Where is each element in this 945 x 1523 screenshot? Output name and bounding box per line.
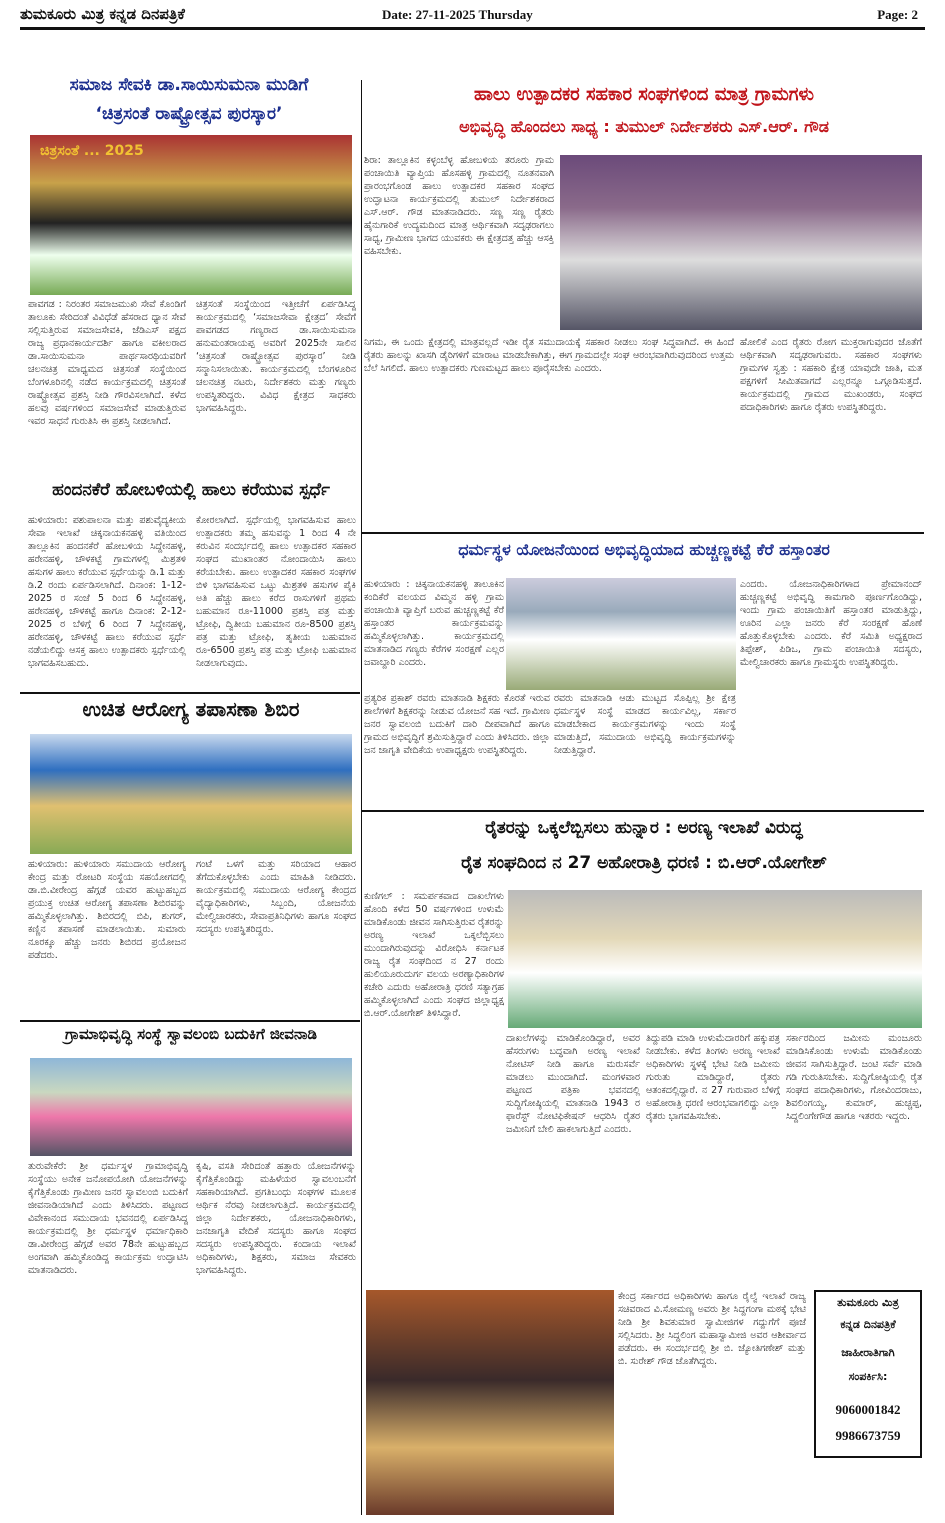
health-camp-headline: ಉಚಿತ ಆರೋಗ್ಯ ತಪಾಸಣಾ ಶಿಬಿರ [82,697,300,721]
award-body-right: ಚಿತ್ರಸಂತೆ ಸಂಸ್ಥೆಯಿಂದ ಇತ್ತೀಚೆಗೆ ಏರ್ಪಡಿಸಿದ್ದ ಕಾರ್ಯಕ್ರಮದಲ್ಲಿ ‘ಸಮಾಜಸೇವಾ ಕ್ಷೇತ್ರದ’ ಸೇವೆಗೆ ಪಾವಗಡದ ಗಣ್ಯರಾದ ಡಾ.ಸಾಯಿಸುಮನಾ ಹನುಮಂತರಾಯಪ್ಪ ಅವರಿಗೆ 2025ನೇ ಸಾಲಿನ ‘ಚಿತ್ರಸಂತೆ ರಾಷ್ಟ್ರೋತ್ಸವ ಪುರಸ್ಕಾರ’ ನೀಡಿ ಸನ್ಮಾನಿಸಲಾಯಿತು. ಕಾರ್ಯಕ್ರಮದಲ್ಲಿ ಬೆಂಗಳೂರಿನ ಚಲನಚಿತ್ರ ನಟರು, ನಿರ್ದೇಶಕರು ಮತ್ತು ಗಣ್ಯರು ಉಪಸ್ಥಿತರಿದ್ದರು. ವಿವಿಧ ಕ್ಷೇತ್ರದ ಸಾಧಕರು ಭಾಗವಹಿಸಿದ್ದರು. [196,299,356,414]
farmers-headline-1: ರೈತರನ್ನು ಒಕ್ಕಲೆಬ್ಬಿಸಲು ಹುನ್ನಾರ : ಅರಣ್ಯ ಇಲಾಖೆ ವಿರುದ್ಧ [485,818,803,838]
column-divider [361,80,362,1515]
dharmasthala-body-mid2: ರವರು ಮಾತನಾಡಿ ಆಡು ಮುಟ್ಟದ ಸೊಪ್ಪಿಲ್ಲ ಶ್ರೀ ಕ್ಷೇತ್ರ ಧರ್ಮಸ್ಥಳ ಸಂಸ್ಥೆ ಮಾಡದ ಕಾರ್ಯವಿಲ್ಲ, ಸರ್ಕಾರ ಮಾಡಬೇಕಾದ ಕಾರ್ಯಕ್ರಮಗಳನ್ನು ಇಂದು ಸಂಸ್ಥೆ ಮಾಡುತ್ತಿದೆ, ಸಮುದಾಯ ಅಭಿವೃದ್ಧಿ ಕಾರ್ಯಕ್ರಮಗಳನ್ನು ನೀಡುತ್ತಿದ್ದಾರೆ. [554,693,736,756]
rural-dev-photo [30,1058,352,1156]
section-rule [20,692,360,694]
section-rule [362,532,924,534]
rural-dev-body-right: ಕೃಷಿ, ವಸತಿ ಸೇರಿದಂತೆ ಹತ್ತಾರು ಯೋಜನೆಗಳನ್ನು ಕೈಗೆತ್ತಿಕೊಂಡಿದ್ದು ಮಹಿಳೆಯರ ಸ್ವಾವಲಂಬನೆಗೆ ಸಹಕಾರಿಯಾಗಿದೆ. ಪ್ರಗತಿಬಂಧು ಸಂಘಗಳ ಮೂಲಕ ಆರ್ಥಿಕ ನೆರವು ನೀಡಲಾಗುತ್ತಿದೆ. ಕಾರ್ಯಕ್ರಮದಲ್ಲಿ ಜಿಲ್ಲಾ ನಿರ್ದೇಶಕರು, ಯೋಜನಾಧಿಕಾರಿಗಳು, ಜನಜಾಗೃತಿ ವೇದಿಕೆ ಸದಸ್ಯರು ಹಾಗೂ ಸಂಘದ ಸದಸ್ಯರು ಉಪಸ್ಥಿತರಿದ್ದರು. ಕಂದಾಯ ಇಲಾಖೆ ಅಧಿಕಾರಿಗಳು, ಶಿಕ್ಷಕರು, ಸಮಾಜ ಸೇವಕರು ಭಾಗವಹಿಸಿದ್ದರು. [196,1161,356,1276]
ad-line-brand: ತುಮಕೂರು ಮಿತ್ರ [837,1296,899,1309]
award-headline-1: ಸಮಾಜ ಸೇವಕಿ ಡಾ.ಸಾಯಿಸುಮನಾ ಮುಡಿಗೆ [69,75,309,95]
award-body-left: ಪಾವಗಡ : ನಿರಂತರ ಸಮಾಜಮುಖಿ ಸೇವೆ ಕೊಂಡಿಗೆ ತಾಲೂಕು ಸೇರಿದಂತೆ ವಿವಿಧೆಡೆ ಹೆಸರಾದ ಧ್ಯಾನ ಸೇವೆ ಸಲ್ಲಿಸುತ್ತಿರುವ ಸಮಾಜಸೇವಕಿ, ಜೆಡಿಎಸ್ ಪಕ್ಷದ ರಾಜ್ಯ ಪ್ರಧಾನಕಾರ್ಯದರ್ಶಿ ಹಾಗೂ ವಕೀಲರಾದ ಡಾ.ಸಾಯಿಸುಮನಾ ಪಾರ್ಥಸಾರಥಿಯವರಿಗೆ ಚಲನಚಿತ್ರ ಮಾಧ್ಯಮದ ಚಿತ್ರಸಂತೆ ಸಂಸ್ಥೆಯಿಂದ ಬೆಂಗಳೂರಿನಲ್ಲಿ ನಡೆದ ಕಾರ್ಯಕ್ರಮದಲ್ಲಿ ಚಿತ್ರಸಂತೆ ರಾಷ್ಟ್ರೋತ್ಸವ ಪ್ರಶಸ್ತಿ ನೀಡಿ ಗೌರವಿಸಲಾಗಿದೆ. ಕಳೆದ ಹಲವು ವರ್ಷಗಳಿಂದ ಸಮಾಜಸೇವೆ ಮಾಡುತ್ತಿರುವ ಇವರ ಸಾಧನೆ ಗುರುತಿಸಿ ಈ ಪ್ರಶಸ್ತಿ ನೀಡಲಾಗಿದೆ. [28,299,186,427]
masthead-brand: ತುಮಕೂರು ಮಿತ್ರ ಕನ್ನಡ ದಿನಪತ್ರಿಕೆ [20,5,185,23]
dharmasthala-body-right: ಎಂದರು. ಯೋಜನಾಧಿಕಾರಿಗಳಾದ ಪ್ರೇಮಾನಂದ್ ಹುಚ್ಚಣ್ಣಕಟ್ಟೆ ಅಭಿವೃದ್ಧಿ ಕಾಮಗಾರಿ ಪೂರ್ಣಗೊಂಡಿದ್ದು, ಇಂದು ಗ್ರಾಮ ಪಂಚಾಯಿತಿಗೆ ಹಸ್ತಾಂತರ ಮಾಡುತ್ತಿದ್ದು, ಊರಿನ ಎಲ್ಲಾ ಜನರು ಕೆರೆ ಸಂರಕ್ಷಣೆ ಹೊಣೆ ಹೊತ್ತುಕೊಳ್ಳಬೇಕು ಎಂದರು. ಕೆರೆ ಸಮಿತಿ ಅಧ್ಯಕ್ಷರಾದ ತಿಪ್ಪೇಶ್, ಪಿಡಿಒ, ಗ್ರಾಮ ಪಂಚಾಯಿತಿ ಸದಸ್ಯರು, ಮೇಲ್ವಿಚಾರಕರು ಹಾಗೂ ಗ್ರಾಮಸ್ಥರು ಉಪಸ್ಥಿತರಿದ್ದರು. [740,579,922,668]
ad-line-ads: ಜಾಹೀರಾತಿಗಾಗಿ [841,1346,895,1359]
milk-unions-body-2: ನಿಗಮ, ಈ ಒಂದು ಕ್ಷೇತ್ರದಲ್ಲಿ ಮಾತ್ರವಲ್ಲದೆ ಇಡೀ ರೈತ ಸಮುದಾಯಕ್ಕೆ ಸಹಕಾರ ನೀಡಲು ಸಂಘ ಸಿದ್ಧವಾಗಿದೆ. ಈ ಹಿಂದೆ ರೈತರು ಹಾಲನ್ನು ಖಾಸಗಿ ಡೈರಿಗಳಿಗೆ ಮಾರಾಟ ಮಾಡಬೇಕಾಗಿತ್ತು, ಈಗ ಗ್ರಾಮದಲ್ಲೇ ಸಂಘ ಆರಂಭವಾಗಿರುವುದರಿಂದ ಉತ್ತಮ ಬೆಲೆ ಸಿಗಲಿದೆ. ಹಾಲು ಉತ್ಪಾದಕರು ಗುಣಮಟ್ಟದ ಹಾಲು ಪೂರೈಸಬೇಕು ಎಂದರು. [364,337,734,374]
masthead-page-number: Page: 2 [877,7,918,22]
health-camp-body-right: ಗಂಟೆ ಒಳಗೆ ಮತ್ತು ಸರಿಯಾದ ಆಹಾರ ತೆಗೆದುಕೊಳ್ಳಬೇಕು ಎಂದು ಮಾಹಿತಿ ನೀಡಿದರು. ಕಾರ್ಯಕ್ರಮದಲ್ಲಿ ಸಮುದಾಯ ಆರೋಗ್ಯ ಕೇಂದ್ರದ ವೈದ್ಯಾಧಿಕಾರಿಗಳು, ಸಿಬ್ಬಂದಿ, ಯೋಜನೆಯ ಮೇಲ್ವಿಚಾರಕರು, ಸೇವಾಪ್ರತಿನಿಧಿಗಳು ಹಾಗೂ ಸಂಘದ ಸದಸ್ಯರು ಉಪಸ್ಥಿತರಿದ್ದರು. [196,859,356,935]
ceremony-body: ಕೇಂದ್ರ ಸರ್ಕಾರದ ಅಧಿಕಾರಿಗಳು ಹಾಗೂ ರೈಲ್ವೆ ಇಲಾಖೆ ರಾಜ್ಯ ಸಚಿವರಾದ ವಿ.ಸೋಮಣ್ಣ ಅವರು ಶ್ರೀ ಸಿದ್ದಗಂಗಾ ಮಠಕ್ಕೆ ಭೇಟಿ ನೀಡಿ ಶ್ರೀ ಶಿವಕುಮಾರ ಸ್ವಾಮೀಜಿಗಳ ಗದ್ದುಗೆಗೆ ಪೂಜೆ ಸಲ್ಲಿಸಿದರು. ಶ್ರೀ ಸಿದ್ದಲಿಂಗ ಮಹಾಸ್ವಾಮೀಜಿ ಅವರ ಆಶೀರ್ವಾದ ಪಡೆದರು. ಈ ಸಂದರ್ಭದಲ್ಲಿ ಶ್ರೀ ಬಿ. ಜ್ಯೋತಿಗಣೇಶ್ ಮತ್ತು ಬಿ. ಸುರೇಶ್ ಗೌಡ ಜೊತೆಗಿದ್ದರು. [618,1291,806,1367]
rural-dev-body-left: ತುರುವೇಕೆರೆ: ಶ್ರೀ ಧರ್ಮಸ್ಥಳ ಗ್ರಾಮಾಭಿವೃದ್ಧಿ ಸಂಸ್ಥೆಯು ಅನೇಕ ಜನೋಪಯೋಗಿ ಯೋಜನೆಗಳನ್ನು ಕೈಗೆತ್ತಿಕೊಂಡು ಗ್ರಾಮೀಣ ಜನರ ಸ್ವಾವಲಂಬಿ ಬದುಕಿಗೆ ಜೀವನಾಡಿಯಾಗಿದೆ ಎಂದು ತಿಳಿಸಿದರು. ಪಟ್ಟಣದ ವಿವೇಕಾನಂದ ಸಮುದಾಯ ಭವನದಲ್ಲಿ ಏರ್ಪಡಿಸಿದ್ದ ಕಾರ್ಯಕ್ರಮದಲ್ಲಿ ಶ್ರೀ ಧರ್ಮಸ್ಥಳ ಧರ್ಮಾಧಿಕಾರಿ ಡಾ.ವೀರೇಂದ್ರ ಹೆಗ್ಗಡೆ ಅವರ 78ನೇ ಹುಟ್ಟುಹಬ್ಬದ ಅಂಗವಾಗಿ ಹಮ್ಮಿಕೊಂಡಿದ್ದ ಕಾರ್ಯಕ್ರಮ ಉದ್ಘಾಟಿಸಿ ಮಾತನಾಡಿದರು. [28,1161,188,1276]
dharmasthala-headline: ಧರ್ಮಸ್ಥಳ ಯೋಜನೆಯಿಂದ ಅಭಿವೃದ್ಧಿಯಾದ ಹುಚ್ಚಣ್ಣಕಟ್ಟೆ ಕೆರೆ ಹಸ್ತಾಂತರ [458,540,830,559]
ceremony-photo [366,1290,614,1515]
award-photo [30,135,352,295]
health-camp-photo [30,734,352,854]
milk-contest-body-right: ಕೋರಲಾಗಿದೆ. ಸ್ಪರ್ಧೆಯಲ್ಲಿ ಭಾಗವಹಿಸುವ ಹಾಲು ಉತ್ಪಾದಕರು ತಮ್ಮ ಹಸುವನ್ನು 1 ರಿಂದ 4 ನೇ ಕರುವಿನ ಸಂದರ್ಭದಲ್ಲಿ ಹಾಲು ಉತ್ಪಾದಕರ ಸಹಕಾರ ಸಂಘದ ಮುಖಾಂತರ ನೋಂದಾಯಿಸಿ ಹಾಲು ಕರೆಯಬೇಕು. ಹಾಲು ಉತ್ಪಾದಕರ ಸಹಕಾರ ಸಂಘಗಳ ಬಿಳಿ ಭಾಗವಹಿಸುವ ಒಟ್ಟು ಮಿಶ್ರತಳಿ ಹಸುಗಳ ಪೈಕಿ ಅತಿ ಹೆಚ್ಚು ಹಾಲು ಕರೆದ ರಾಸುಗಳಿಗೆ ಪ್ರಥಮ ಬಹುಮಾನ ರೂ-11000 ಪ್ರಶಸ್ತಿ ಪತ್ರ ಮತ್ತು ಟ್ರೋಫಿ, ದ್ವಿತೀಯ ಬಹುಮಾನ ರೂ-8500 ಪ್ರಶಸ್ತಿ ಪತ್ರ ಮತ್ತು ಟ್ರೋಫಿ, ತೃತೀಯ ಬಹುಮಾನ ರೂ-6500 ಪ್ರಶಸ್ತಿ ಪತ್ರ ಮತ್ತು ಟ್ರೋಫಿ ಬಹುಮಾನ ನೀಡಲಾಗುವುದು. [196,515,356,669]
ad-phone-2: 9986673759 [835,1428,901,1443]
dharmasthala-body-left: ಹುಳಿಯಾರು : ಚಿಕ್ಕನಾಯಕನಹಳ್ಳಿ ತಾಲೂಕಿನ ಕಂದಿಕೆರೆ ವಲಯದ ವಿಮ್ಮನ ಹಳ್ಳಿ ಗ್ರಾಮ ಪಂಚಾಯಿತಿ ವ್ಯಾಪ್ತಿಗೆ ಬರುವ ಹುಚ್ಚಣ್ಣಕಟ್ಟೆ ಕೆರೆ ಹಸ್ತಾಂತರ ಕಾರ್ಯಕ್ರಮವನ್ನು ಹಮ್ಮಿಕೊಳ್ಳಲಾಗಿತ್ತು. ಕಾರ್ಯಕ್ರಮದಲ್ಲಿ ಮಾತನಾಡಿದ ಗಣ್ಯರು ಕೆರೆಗಳ ಸಂರಕ್ಷಣೆ ಎಲ್ಲರ ಜವಾಬ್ದಾರಿ ಎಂದರು. [364,579,504,668]
masthead-date: Date: 27-11-2025 Thursday [382,7,533,22]
dharmasthala-photo [506,578,736,690]
farmers-body-left: ಕುಣಿಗಲ್ : ಸಮರ್ಪಕವಾದ ದಾಖಲೆಗಳು ಹೊಂದಿ ಕಳೆದ 50 ವರ್ಷಗಳಿಂದ ಉಳುಮೆ ಮಾಡಿಕೊಂಡು ಜೀವನ ಸಾಗಿಸುತ್ತಿರುವ ರೈತರನ್ನು ಅರಣ್ಯ ಇಲಾಖೆ ಒಕ್ಕಲೆಬ್ಬಿಸಲು ಮುಂದಾಗಿರುವುದನ್ನು ವಿರೋಧಿಸಿ ಕರ್ನಾಟಕ ರಾಜ್ಯ ರೈತ ಸಂಘದಿಂದ ನ 27 ರಂದು ಹುಲಿಯೂರುದುರ್ಗ ವಲಯ ಅರಣ್ಯಾಧಿಕಾರಿಗಳ ಕಚೇರಿ ಎದುರು ಅಹೋರಾತ್ರಿ ಧರಣಿ ಸತ್ಯಾಗ್ರಹ ಹಮ್ಮಿಕೊಳ್ಳಲಾಗಿದೆ ಎಂದು ಸಂಘದ ಜಿಲ್ಲಾಧ್ಯಕ್ಷ ಬಿ.ಆರ್.ಯೋಗೇಶ್ ತಿಳಿಸಿದ್ದಾರೆ. [364,891,504,1019]
milk-unions-photo [560,155,922,330]
section-rule [362,810,924,812]
milk-unions-body-3: ಹೋಲಿಕೆ ಎಂದ ರೈತರು ರೋಗ ಮುಕ್ತರಾಗುವುದರ ಜೊತೆಗೆ ಆರ್ಥಿಕವಾಗಿ ಸದೃಢರಾಗುವರು. ಸಹಕಾರ ಸಂಘಗಳು ಗ್ರಾಮಗಳ ಸ್ವತ್ತು : ಸಹಕಾರಿ ಕ್ಷೇತ್ರ ಯಾವುದೇ ಜಾತಿ, ಮತ ಪಕ್ಷಗಳಿಗೆ ಸೀಮಿತವಾಗದೆ ಎಲ್ಲರನ್ನೂ ಒಗ್ಗೂಡಿಸುತ್ತದೆ. ಕಾರ್ಯಕ್ರಮದಲ್ಲಿ ಗ್ರಾಮದ ಮುಖಂಡರು, ಸಂಘದ ಪದಾಧಿಕಾರಿಗಳು ಹಾಗೂ ರೈತರು ಉಪಸ್ಥಿತರಿದ್ದರು. [740,337,922,413]
section-rule [20,1020,360,1022]
ad-box [814,1290,922,1458]
farmers-body-col2: ತಿದ್ದುಪಡಿ ಮಾಡಿ ಉಳುಮೆದಾರರಿಗೆ ಹಕ್ಕುಪತ್ರ ನೀಡಬೇಕು. ಕಳೆದ ತಿಂಗಳು ಅರಣ್ಯ ಇಲಾಖೆ ಅಧಿಕಾರಿಗಳು ಸ್ಥಳಕ್ಕೆ ಭೇಟಿ ನೀಡಿ ಜಮೀನು ಗುರುತು ಮಾಡಿದ್ದಾರೆ, ರೈತರು ಆತಂಕದಲ್ಲಿದ್ದಾರೆ. ನ 27 ಗುರುವಾರ ಬೆಳಿಗ್ಗೆ ಅಹೋರಾತ್ರಿ ಧರಣಿ ಆರಂಭವಾಗಲಿದ್ದು ಎಲ್ಲಾ ರೈತರು ಭಾಗವಹಿಸಬೇಕು. [646,1033,780,1122]
milk-unions-headline-2: ಅಭಿವೃದ್ಧಿ ಹೊಂದಲು ಸಾಧ್ಯ : ತುಮುಲ್ ನಿರ್ದೇಶಕರು ಎಸ್.ಆರ್. ಗೌಡ [459,117,829,136]
masthead-rule [20,27,925,30]
milk-unions-headline-1: ಹಾಲು ಉತ್ಪಾದಕರ ಸಹಕಾರ ಸಂಘಗಳಿಂದ ಮಾತ್ರ ಗ್ರಾಮಗಳು [474,84,814,105]
dharmasthala-body-mid: ಪ್ರತ್ಯರಿಕ ಪ್ರಕಾಶ್ ರವರು ಮಾತನಾಡಿ ಶಿಕ್ಷಕರು ಕೊರತೆ ಇರುವ ಶಾಲೆಗಳಿಗೆ ಶಿಕ್ಷಕರನ್ನು ನೀಡುವ ಯೋಜನೆ ಸಹ ಇದೆ. ಗ್ರಾಮೀಣ ಜನರ ಸ್ವಾವಲಂಬಿ ಬದುಕಿಗೆ ದಾರಿ ದೀಪವಾಗಿದೆ ಹಾಗೂ ಗ್ರಾಮದ ಅಭಿವೃದ್ಧಿಗೆ ಶ್ರಮಿಸುತ್ತಿದ್ದಾರೆ ಎಂದು ತಿಳಿಸಿದರು. ಜಿಲ್ಲಾ ಜನ ಜಾಗೃತಿ ವೇದಿಕೆಯ ಉಪಾಧ್ಯಕ್ಷರು ಉಪಸ್ಥಿತರಿದ್ದರು. [364,693,550,756]
milk-unions-body-1: ಶಿರಾ: ತಾಲ್ಲೂಕಿನ ಕಳ್ಳಂಬೆಳ್ಳ ಹೋಬಳಿಯ ತರೂರು ಗ್ರಾಮ ಪಂಚಾಯಿತಿ ವ್ಯಾಪ್ತಿಯ ಹೊಸಹಳ್ಳಿ ಗ್ರಾಮದಲ್ಲಿ ನೂತನವಾಗಿ ಪ್ರಾರಂಭಗೊಂಡ ಹಾಲು ಉತ್ಪಾದಕರ ಸಹಕಾರ ಸಂಘದ ಉದ್ಘಾಟನಾ ಕಾರ್ಯಕ್ರಮದಲ್ಲಿ ತುಮುಲ್ ನಿರ್ದೇಶಕರಾದ ಎಸ್.ಆರ್. ಗೌಡ ಮಾತನಾಡಿದರು. ಸಣ್ಣ ಸಣ್ಣ ರೈತರು ಹೈನುಗಾರಿಕೆ ಉದ್ಯಮದಿಂದ ಮಾತ್ರ ಆರ್ಥಿಕವಾಗಿ ಸದೃಢರಾಗಲು ಸಾಧ್ಯ, ಗ್ರಾಮೀಣ ಭಾಗದ ಯುವಕರು ಈ ಕ್ಷೇತ್ರದತ್ತ ಹೆಚ್ಚು ಆಸಕ್ತಿ ವಹಿಸಬೇಕು. [364,155,554,257]
ad-line-contact: ಸಂಪರ್ಕಿಸಿ: [848,1370,888,1383]
health-camp-body-left: ಹುಳಿಯಾರು: ಹುಳಿಯಾರು ಸಮುದಾಯ ಆರೋಗ್ಯ ಕೇಂದ್ರ ಮತ್ತು ರೋಟರಿ ಸಂಸ್ಥೆಯ ಸಹಯೋಗದಲ್ಲಿ ಡಾ.ಬಿ.ವೀರೇಂದ್ರ ಹೆಗ್ಗಡೆ ಯವರ ಹುಟ್ಟುಹಬ್ಬದ ಪ್ರಯುಕ್ತ ಉಚಿತ ಆರೋಗ್ಯ ತಪಾಸಣಾ ಶಿಬಿರವನ್ನು ಹಮ್ಮಿಕೊಳ್ಳಲಾಗಿತ್ತು. ಶಿಬಿರದಲ್ಲಿ ಬಿಪಿ, ಶುಗರ್, ಕಣ್ಣಿನ ತಪಾಸಣೆ ಮಾಡಲಾಯಿತು. ಸುಮಾರು ನೂರಕ್ಕೂ ಹೆಚ್ಚು ಜನರು ಶಿಬಿರದ ಪ್ರಯೋಜನ ಪಡೆದರು. [28,859,186,961]
ad-phone-1: 9060001842 [835,1402,901,1417]
award-headline-2: ‘ಚಿತ್ರಸಂತೆ ರಾಷ್ಟ್ರೋತ್ಸವ ಪುರಸ್ಕಾರ’ [95,104,283,124]
farmers-headline-2: ರೈತ ಸಂಘದಿಂದ ನ 27 ಅಹೋರಾತ್ರಿ ಧರಣಿ : ಬಿ.ಆರ್.ಯೋಗೇಶ್ [461,853,827,873]
farmers-photo [508,890,922,1028]
milk-contest-body-left: ಹುಳಿಯಾರು: ಪಶುಪಾಲನಾ ಮತ್ತು ಪಶುವೈದ್ಯಕೀಯ ಸೇವಾ ಇಲಾಖೆ ಚಿಕ್ಕನಾಯಕನಹಳ್ಳಿ ವತಿಯಿಂದ ತಾಲ್ಲೂಕಿನ ಹಂದನಕೆರೆ ಹೋಬಳಿಯ ಸಿದ್ದೇನಹಳ್ಳಿ, ಹರೇನಹಳ್ಳಿ, ಚೌಳಕಟ್ಟೆ ಗ್ರಾಮಗಳಲ್ಲಿ ಮಿಶ್ರತಳಿ ಹಸುಗಳ ಹಾಲು ಕರೆಯುವ ಸ್ಪರ್ಧೆಯನ್ನು ಡಿ.1 ಮತ್ತು ಡಿ.2 ರಂದು ಏರ್ಪಡಿಸಲಾಗಿದೆ. ದಿನಾಂಕ: 1-12-2025 ರ ಸಂಜೆ 5 ರಿಂದ 6 ಸಿದ್ದೇನಹಳ್ಳಿ, ಹರೇನಹಳ್ಳಿ, ಚೌಳಕಟ್ಟೆ ಹಾಗೂ ದಿನಾಂಕ: 2-12-2025 ರ ಬೆಳಿಗ್ಗೆ 6 ರಿಂದ 7 ಸಿದ್ದೇನಹಳ್ಳಿ, ಹರೇನಹಳ್ಳಿ, ಚೌಳಕಟ್ಟೆ ಹಾಲು ಕರೆಯುವ ಸ್ಪರ್ಧೆ ನಡೆಯಲಿದ್ದು ಆಸಕ್ತ ಹಾಲು ಉತ್ಪಾದಕರು ಸ್ಪರ್ಧೆಯಲ್ಲಿ ಭಾಗವಹಿಸಬಹುದು. [28,515,186,669]
award-photo-banner-text: ಚಿತ್ರಸಂತೆ ... 2025 [40,143,144,159]
farmers-body-col1: ದಾಖಲೆಗಳನ್ನು ಮಾಡಿಕೊಂಡಿದ್ದಾರೆ, ಅವರ ಹೆಸರುಗಳು ಬದ್ಧವಾಗಿ ಅರಣ್ಯ ಇಲಾಖೆ ನೋಟಿಸ್ ನೀಡಿ ಹಾಗೂ ಮರುಸರ್ವೆ ಮಾಡಲು ಮುಂದಾಗಿದೆ. ಮಂಗಳವಾರ ಪಟ್ಟಣದ ಪತ್ರಿಕಾ ಭವನದಲ್ಲಿ ಸುದ್ದಿಗೋಷ್ಠಿಯಲ್ಲಿ ಮಾತನಾಡಿ 1943 ರ ಫಾರೆಸ್ಟ್ ನೋಟಿಫಿಕೇಷನ್ ಆಧರಿಸಿ ರೈತರ ಜಮೀನಿಗೆ ಬೇಲಿ ಹಾಕಲಾಗುತ್ತಿದೆ ಎಂದರು. [506,1033,640,1135]
farmers-body-col3: ಸರ್ಕಾರದಿಂದ ಜಮೀನು ಮಂಜೂರು ಮಾಡಿಸಿಕೊಂಡು ಉಳುಮೆ ಮಾಡಿಕೊಂಡು ಜೀವನ ಸಾಗಿಸುತ್ತಿದ್ದಾರೆ. ಜಂಟಿ ಸರ್ವೆ ಮಾಡಿ ಗಡಿ ಗುರುತಿಸಬೇಕು. ಸುದ್ದಿಗೋಷ್ಠಿಯಲ್ಲಿ ರೈತ ಸಂಘದ ಪದಾಧಿಕಾರಿಗಳು, ಗೋವಿಂದರಾಜು, ಶಿವಲಿಂಗಯ್ಯ, ಕುಮಾರ್, ಹುಚ್ಚಪ್ಪ, ಸಿದ್ದಲಿಂಗೇಗೌಡ ಹಾಗೂ ಇತರರು ಇದ್ದರು. [786,1033,922,1122]
rural-dev-headline: ಗ್ರಾಮಾಭಿವೃದ್ಧಿ ಸಂಸ್ಥೆ ಸ್ವಾವಲಂಬಿ ಬದುಕಿಗೆ ಜೀವನಾಡಿ [64,1025,318,1043]
milk-contest-headline: ಹಂದನಕೆರೆ ಹೋಬಳಿಯಲ್ಲಿ ಹಾಲು ಕರೆಯುವ ಸ್ಪರ್ಧೆ [52,480,330,500]
ad-line-paper: ಕನ್ನಡ ದಿನಪತ್ರಿಕೆ [840,1318,896,1331]
